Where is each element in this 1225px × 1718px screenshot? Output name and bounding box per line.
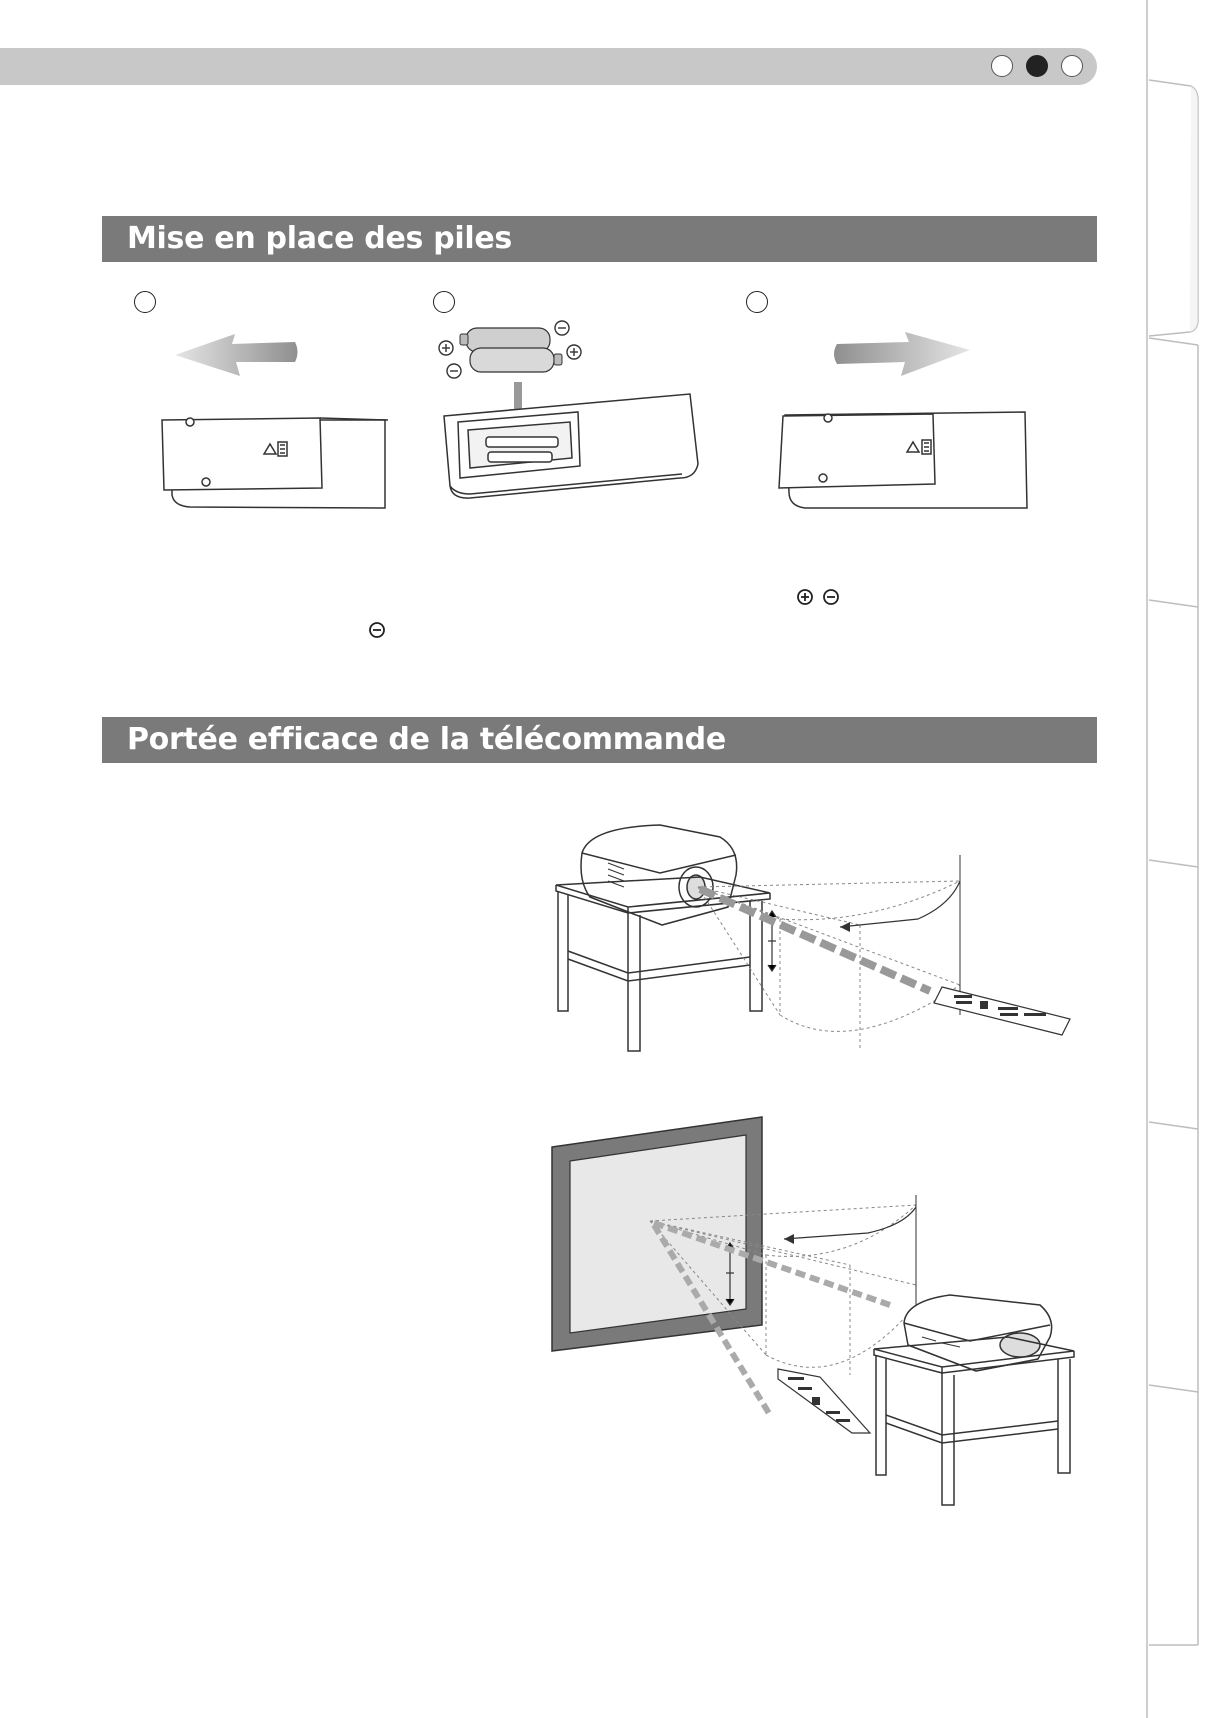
page-dot-2 — [1026, 55, 1048, 77]
remote-control-icon — [934, 987, 1070, 1035]
arrow-right-icon — [834, 332, 970, 376]
minus-polarity-icon-2 — [368, 621, 386, 639]
minus-polarity-icon — [822, 588, 840, 606]
front-sensor-range-illustration — [550, 815, 1075, 1065]
page-dot-1 — [991, 55, 1013, 77]
page-dot-3 — [1061, 55, 1083, 77]
plus-polarity-icon — [796, 588, 814, 606]
projector-icon-2 — [904, 1295, 1052, 1371]
step-3-close-cover-illustration — [765, 320, 1040, 520]
step-3-marker — [746, 291, 768, 313]
remote-control-icon-2 — [778, 1369, 870, 1433]
section-heading-batteries: Mise en place des piles — [102, 216, 1097, 262]
arrow-left-icon — [175, 334, 298, 376]
screen-reflection-range-illustration — [550, 1115, 1080, 1510]
battery-icon — [460, 328, 562, 372]
section-heading-remote-range: Portée efficace de la télécommande — [102, 717, 1097, 763]
step-2-marker — [433, 291, 455, 313]
step-1-marker — [134, 291, 156, 313]
page-header-bar — [0, 48, 1097, 85]
side-tab-strip — [1144, 0, 1225, 1718]
step-1-open-cover-illustration — [150, 320, 400, 520]
step-2-insert-batteries-illustration — [430, 316, 710, 516]
